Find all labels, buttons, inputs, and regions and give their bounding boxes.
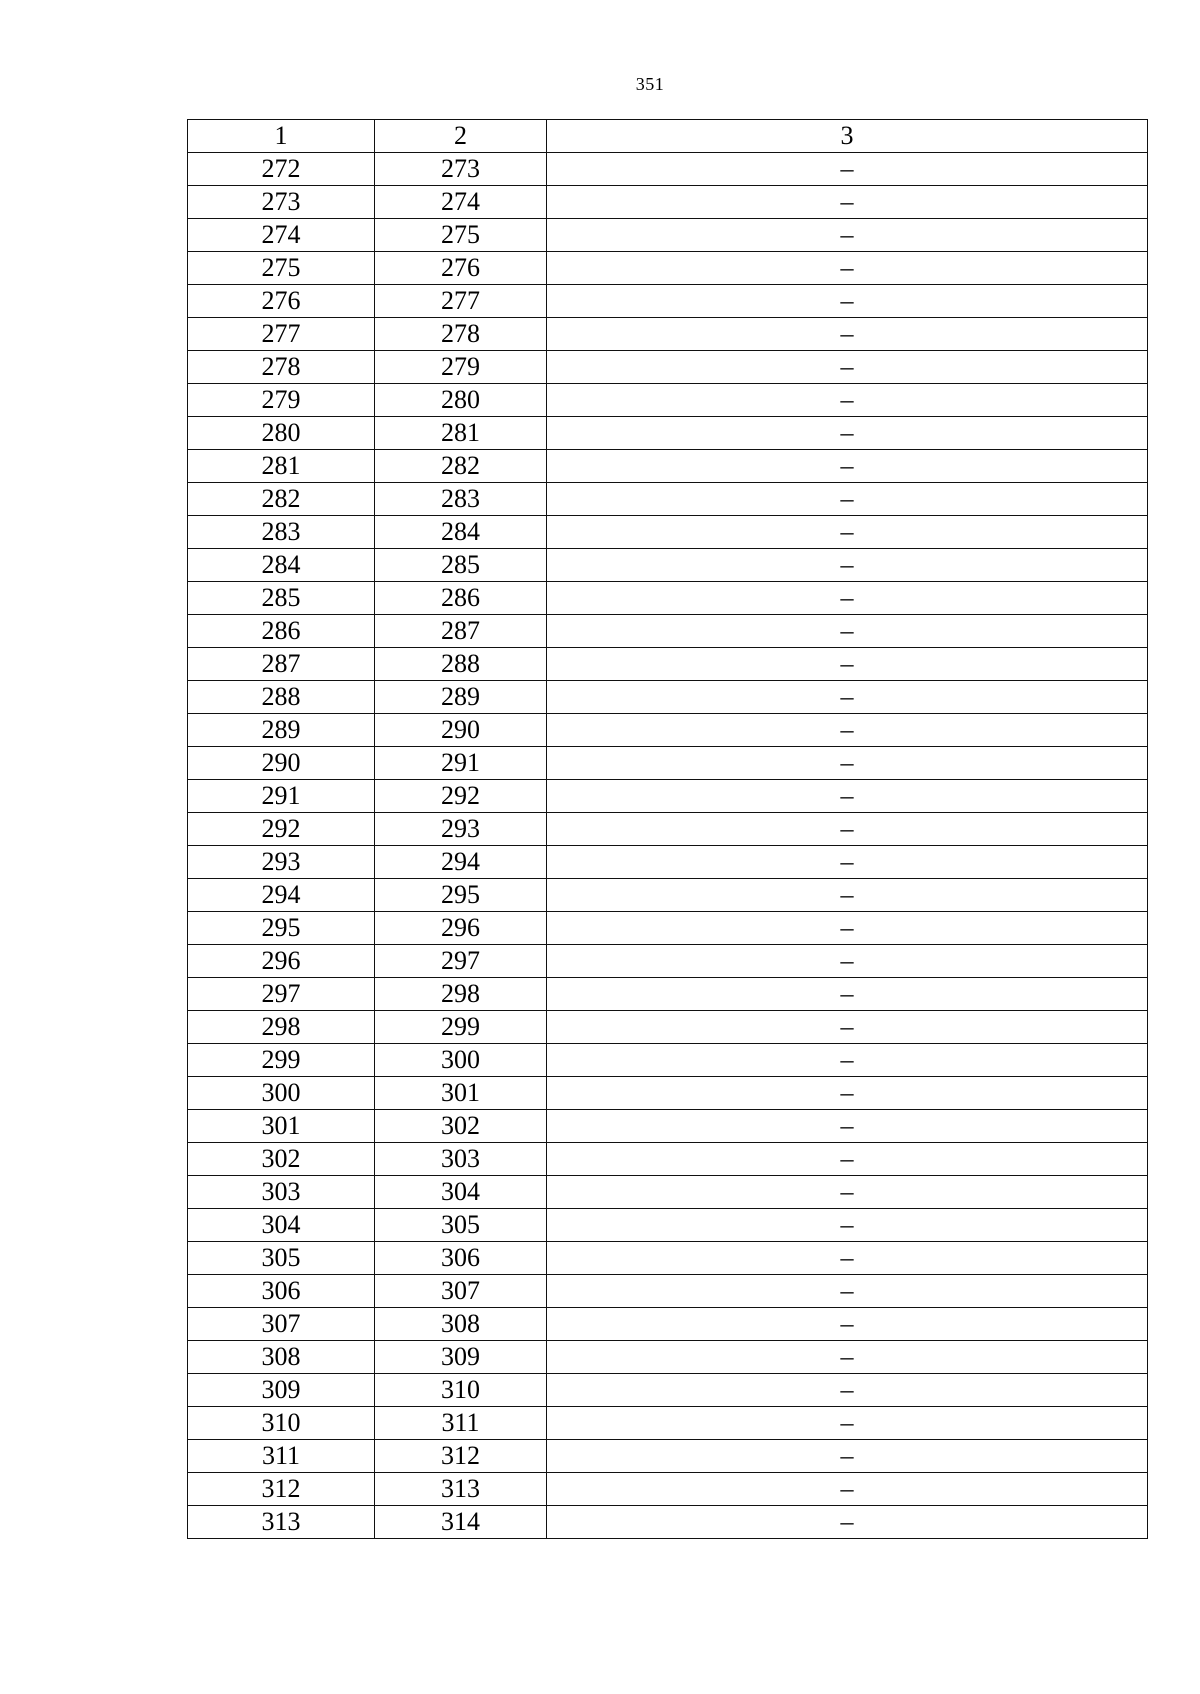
table-cell-col-3: – [547, 1407, 1148, 1440]
table-cell-col-3: – [547, 252, 1148, 285]
table-cell-col-1: 301 [188, 1110, 375, 1143]
table-cell-col-2: 281 [375, 417, 547, 450]
table-cell-col-3: – [547, 1077, 1148, 1110]
table-row [188, 1209, 1148, 1242]
table-cell-col-2: 291 [375, 747, 547, 780]
table-row [188, 879, 1148, 912]
table-row [188, 252, 1148, 285]
table-cell-col-3: – [547, 516, 1148, 549]
table-row [188, 978, 1148, 1011]
table-cell-col-3: – [547, 846, 1148, 879]
table-cell-col-3: – [547, 1176, 1148, 1209]
table-cell-col-3: – [547, 1440, 1148, 1473]
table-cell-col-2: 285 [375, 549, 547, 582]
table-cell-col-1: 281 [188, 450, 375, 483]
table-cell-col-1: 311 [188, 1440, 375, 1473]
table-cell-col-1: 297 [188, 978, 375, 1011]
table-cell-col-3: – [547, 1242, 1148, 1275]
table-cell-col-3: – [547, 1209, 1148, 1242]
table-cell-col-2: 293 [375, 813, 547, 846]
table-cell-col-2: 294 [375, 846, 547, 879]
table-cell-col-2: 309 [375, 1341, 547, 1374]
table-cell-col-2: 283 [375, 483, 547, 516]
table-cell-col-2: 296 [375, 912, 547, 945]
table-row [188, 549, 1148, 582]
table-cell-col-2: 312 [375, 1440, 547, 1473]
table-body [188, 153, 1148, 1539]
table-row [188, 846, 1148, 879]
table-row [188, 1440, 1148, 1473]
table-cell-col-2: 275 [375, 219, 547, 252]
table-row [188, 1308, 1148, 1341]
table-cell-col-2: 303 [375, 1143, 547, 1176]
table-cell-col-3: – [547, 351, 1148, 384]
table-cell-col-3: – [547, 582, 1148, 615]
table-cell-col-3: – [547, 615, 1148, 648]
table-cell-col-2: 311 [375, 1407, 547, 1440]
table-cell-col-3: – [547, 648, 1148, 681]
table-cell-col-1: 273 [188, 186, 375, 219]
table-cell-col-1: 293 [188, 846, 375, 879]
table-cell-col-3: – [547, 1506, 1148, 1539]
table-cell-col-3: – [547, 813, 1148, 846]
table-cell-col-1: 274 [188, 219, 375, 252]
table-cell-col-1: 283 [188, 516, 375, 549]
table-row [188, 945, 1148, 978]
table-cell-col-1: 308 [188, 1341, 375, 1374]
table-cell-col-3: – [547, 219, 1148, 252]
table-cell-col-2: 304 [375, 1176, 547, 1209]
table-cell-col-1: 302 [188, 1143, 375, 1176]
table-cell-col-2: 288 [375, 648, 547, 681]
table-cell-col-1: 291 [188, 780, 375, 813]
table-cell-col-1: 295 [188, 912, 375, 945]
table-row [188, 1176, 1148, 1209]
table-cell-col-1: 282 [188, 483, 375, 516]
table-cell-col-3: – [547, 1473, 1148, 1506]
column-header-1: 1 [188, 120, 375, 153]
table-cell-col-3: – [547, 450, 1148, 483]
table-row [188, 582, 1148, 615]
table-row [188, 1044, 1148, 1077]
table-cell-col-1: 275 [188, 252, 375, 285]
table-cell-col-3: – [547, 912, 1148, 945]
table-cell-col-1: 303 [188, 1176, 375, 1209]
table-cell-col-2: 308 [375, 1308, 547, 1341]
table-cell-col-2: 302 [375, 1110, 547, 1143]
table-cell-col-3: – [547, 978, 1148, 1011]
table-cell-col-3: – [547, 1011, 1148, 1044]
table-cell-col-3: – [547, 681, 1148, 714]
table-row [188, 516, 1148, 549]
table-cell-col-2: 314 [375, 1506, 547, 1539]
table-cell-col-3: – [547, 714, 1148, 747]
table-cell-col-3: – [547, 1308, 1148, 1341]
table-cell-col-2: 305 [375, 1209, 547, 1242]
table-cell-col-2: 306 [375, 1242, 547, 1275]
table-cell-col-2: 274 [375, 186, 547, 219]
table-cell-col-2: 290 [375, 714, 547, 747]
table-cell-col-1: 280 [188, 417, 375, 450]
data-table-container [187, 119, 1147, 1539]
table-cell-col-2: 301 [375, 1077, 547, 1110]
table-row [188, 813, 1148, 846]
table-cell-col-2: 297 [375, 945, 547, 978]
table-cell-col-1: 285 [188, 582, 375, 615]
table-row [188, 615, 1148, 648]
table-cell-col-1: 296 [188, 945, 375, 978]
table-row [188, 483, 1148, 516]
table-cell-col-2: 299 [375, 1011, 547, 1044]
table-cell-col-2: 277 [375, 285, 547, 318]
table-row [188, 153, 1148, 186]
table-cell-col-3: – [547, 945, 1148, 978]
table-cell-col-1: 306 [188, 1275, 375, 1308]
table-cell-col-1: 279 [188, 384, 375, 417]
table-row [188, 1011, 1148, 1044]
table-cell-col-1: 307 [188, 1308, 375, 1341]
table-cell-col-2: 287 [375, 615, 547, 648]
table-row [188, 1242, 1148, 1275]
table-cell-col-3: – [547, 483, 1148, 516]
table-row [188, 747, 1148, 780]
table-cell-col-1: 305 [188, 1242, 375, 1275]
table-cell-col-1: 287 [188, 648, 375, 681]
table-cell-col-2: 276 [375, 252, 547, 285]
table-cell-col-3: – [547, 384, 1148, 417]
data-table [187, 119, 1148, 1539]
table-cell-col-2: 286 [375, 582, 547, 615]
table-row [188, 1275, 1148, 1308]
table-cell-col-2: 289 [375, 681, 547, 714]
table-cell-col-2: 292 [375, 780, 547, 813]
table-cell-col-1: 286 [188, 615, 375, 648]
table-cell-col-2: 282 [375, 450, 547, 483]
table-cell-col-1: 272 [188, 153, 375, 186]
table-row [188, 1374, 1148, 1407]
table-cell-col-3: – [547, 153, 1148, 186]
table-cell-col-1: 284 [188, 549, 375, 582]
table-cell-col-1: 309 [188, 1374, 375, 1407]
table-cell-col-3: – [547, 318, 1148, 351]
table-header-row [188, 120, 1148, 153]
table-row [188, 714, 1148, 747]
table-cell-col-3: – [547, 1110, 1148, 1143]
table-cell-col-3: – [547, 549, 1148, 582]
table-row [188, 681, 1148, 714]
table-cell-col-1: 276 [188, 285, 375, 318]
table-row [188, 450, 1148, 483]
table-row [188, 285, 1148, 318]
table-row [188, 648, 1148, 681]
table-row [188, 1341, 1148, 1374]
table-cell-col-1: 300 [188, 1077, 375, 1110]
table-cell-col-1: 288 [188, 681, 375, 714]
table-cell-col-2: 300 [375, 1044, 547, 1077]
table-cell-col-3: – [547, 1044, 1148, 1077]
table-cell-col-2: 284 [375, 516, 547, 549]
page-number: 351 [635, 74, 665, 94]
table-cell-col-1: 298 [188, 1011, 375, 1044]
table-row [188, 384, 1148, 417]
table-cell-col-1: 310 [188, 1407, 375, 1440]
table-cell-col-2: 307 [375, 1275, 547, 1308]
table-cell-col-1: 294 [188, 879, 375, 912]
table-cell-col-3: – [547, 1341, 1148, 1374]
table-cell-col-2: 310 [375, 1374, 547, 1407]
table-cell-col-3: – [547, 780, 1148, 813]
table-cell-col-2: 278 [375, 318, 547, 351]
table-cell-col-3: – [547, 879, 1148, 912]
table-row [188, 1110, 1148, 1143]
table-cell-col-1: 312 [188, 1473, 375, 1506]
column-header-3: 3 [547, 120, 1148, 153]
table-cell-col-3: – [547, 417, 1148, 450]
table-cell-col-3: – [547, 747, 1148, 780]
table-cell-col-1: 304 [188, 1209, 375, 1242]
table-cell-col-3: – [547, 1275, 1148, 1308]
table-cell-col-3: – [547, 1374, 1148, 1407]
table-cell-col-2: 273 [375, 153, 547, 186]
table-row [188, 417, 1148, 450]
table-row [188, 780, 1148, 813]
column-header-2: 2 [375, 120, 547, 153]
table-row [188, 186, 1148, 219]
table-row [188, 1077, 1148, 1110]
table-cell-col-2: 313 [375, 1473, 547, 1506]
table-cell-col-1: 277 [188, 318, 375, 351]
table-cell-col-2: 298 [375, 978, 547, 1011]
table-row [188, 912, 1148, 945]
table-row [188, 318, 1148, 351]
table-cell-col-2: 280 [375, 384, 547, 417]
table-row [188, 1473, 1148, 1506]
table-row [188, 1506, 1148, 1539]
table-row [188, 351, 1148, 384]
table-cell-col-1: 313 [188, 1506, 375, 1539]
table-cell-col-3: – [547, 285, 1148, 318]
table-cell-col-3: – [547, 1143, 1148, 1176]
table-cell-col-1: 299 [188, 1044, 375, 1077]
table-cell-col-3: – [547, 186, 1148, 219]
table-cell-col-2: 295 [375, 879, 547, 912]
table-row [188, 1407, 1148, 1440]
table-cell-col-1: 278 [188, 351, 375, 384]
table-row [188, 1143, 1148, 1176]
table-cell-col-1: 289 [188, 714, 375, 747]
table-row [188, 219, 1148, 252]
table-cell-col-2: 279 [375, 351, 547, 384]
table-cell-col-1: 290 [188, 747, 375, 780]
table-cell-col-1: 292 [188, 813, 375, 846]
